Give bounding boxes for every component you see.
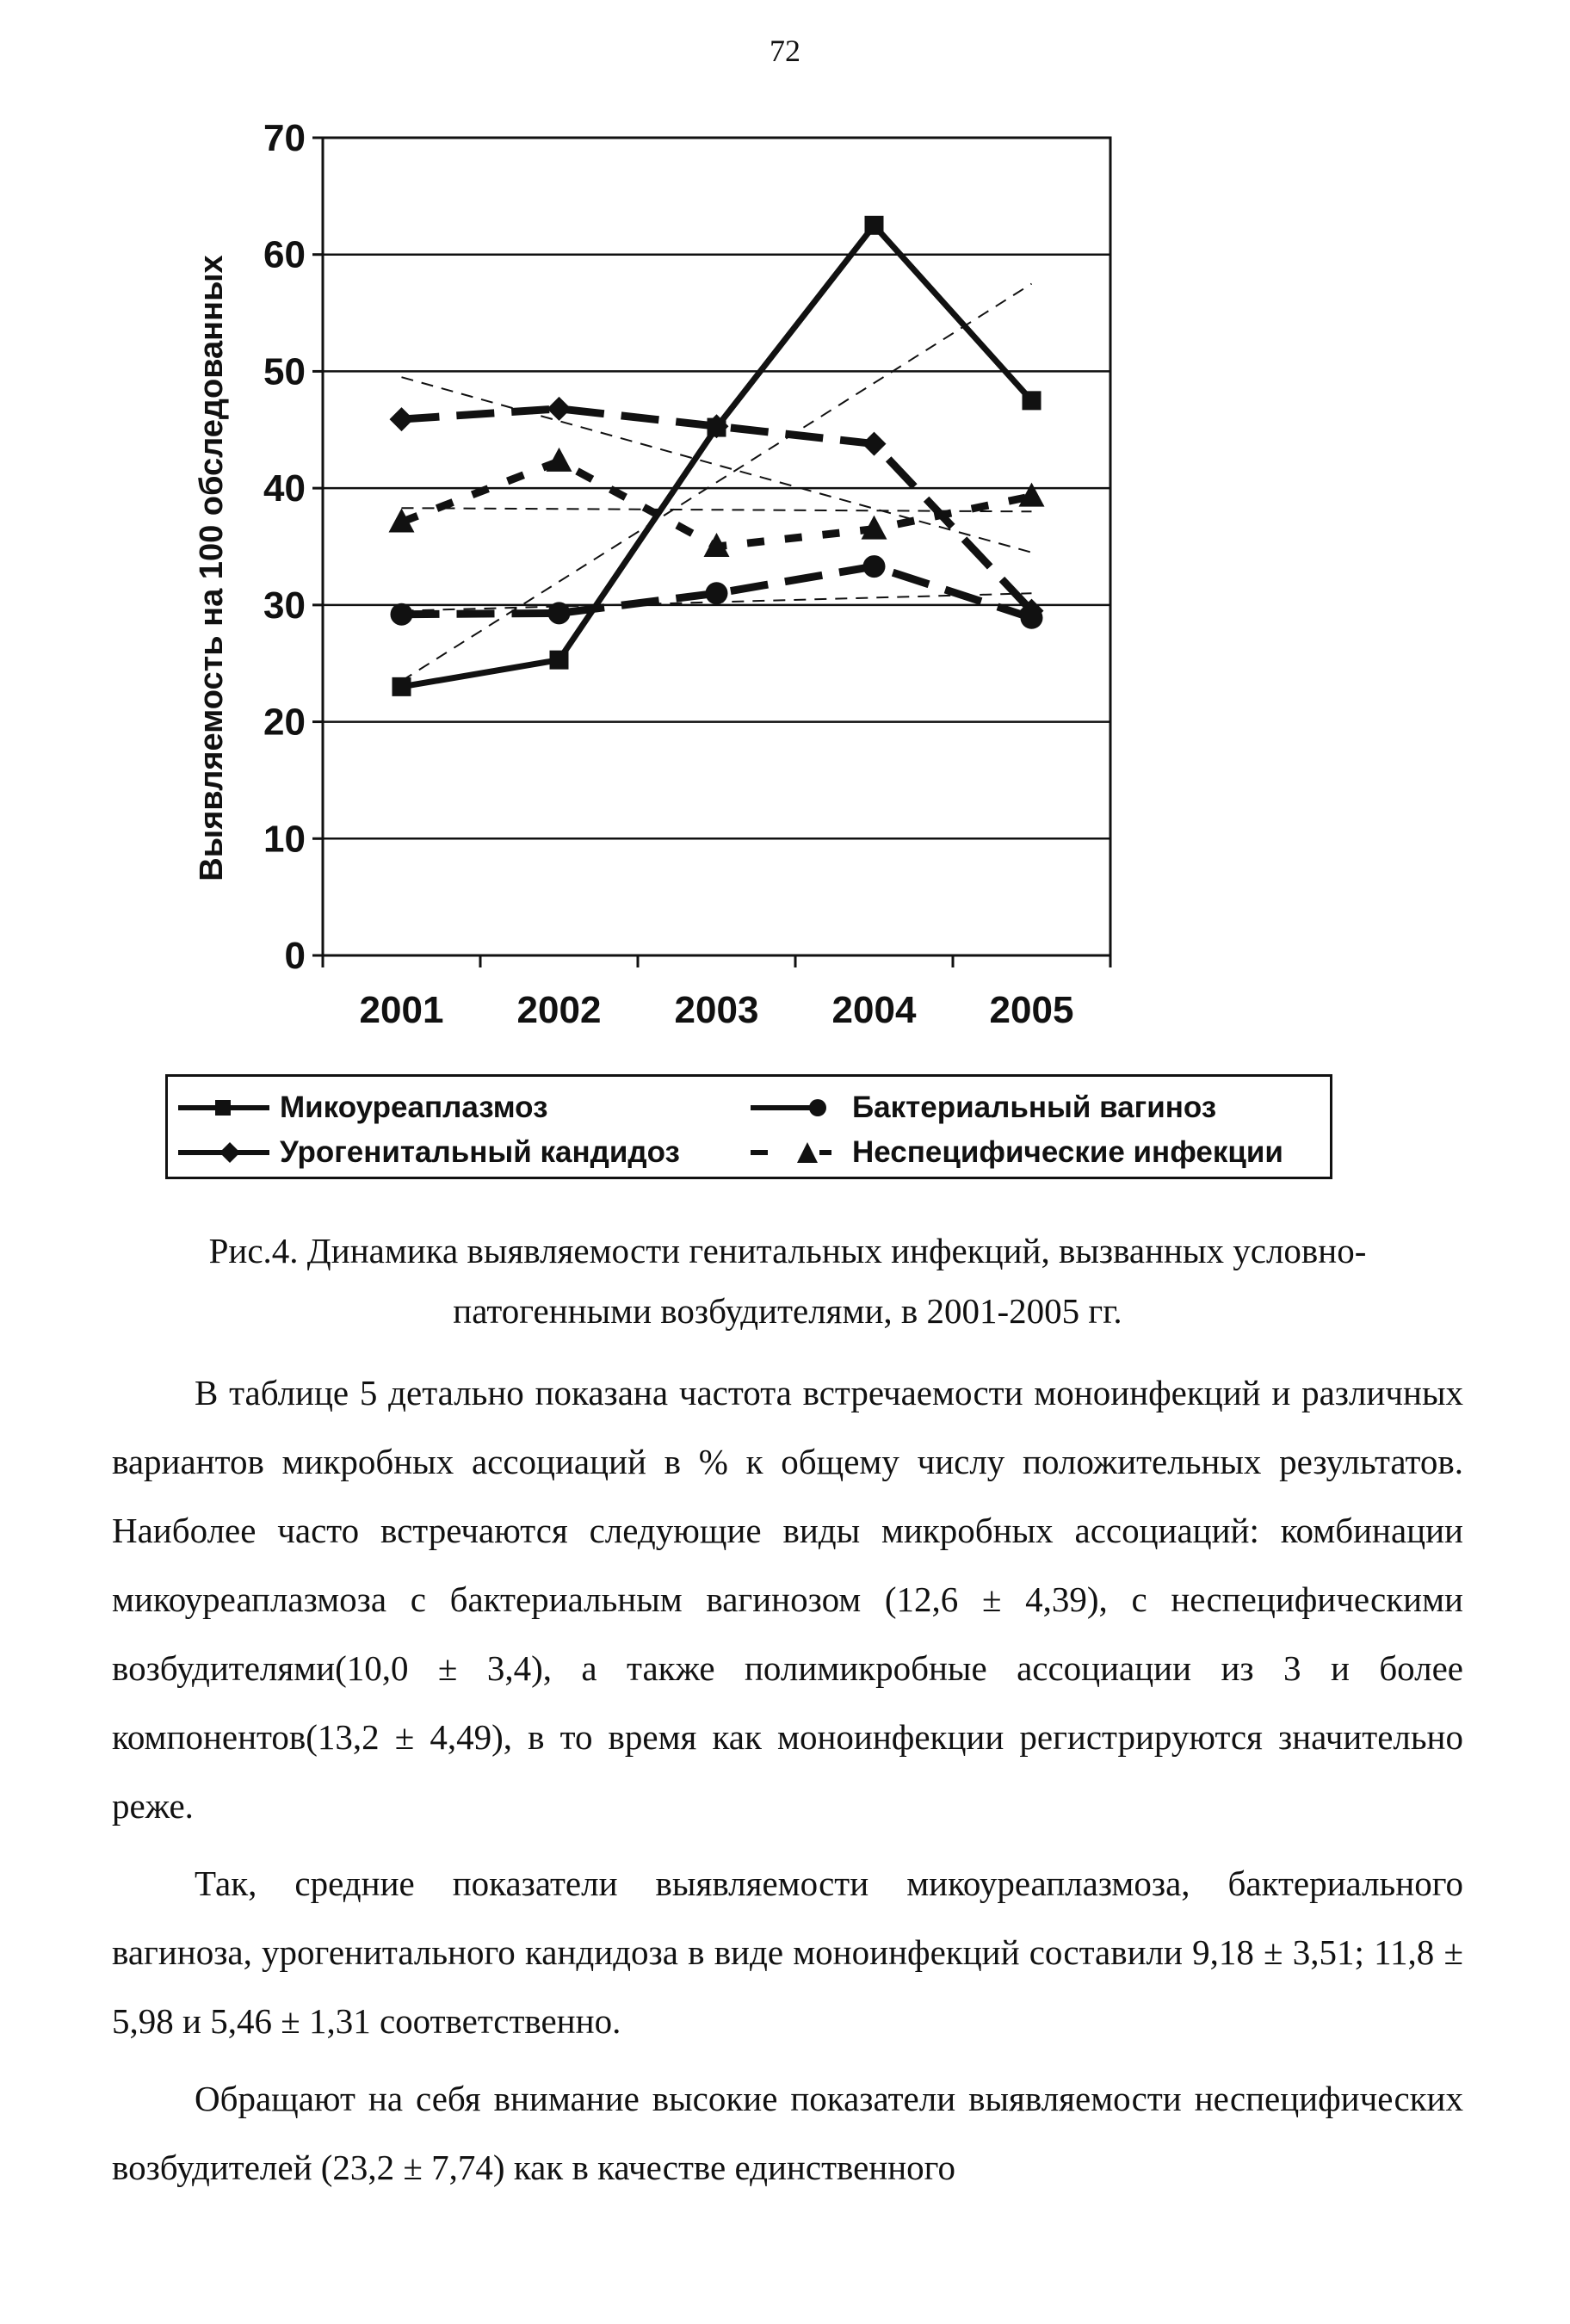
legend-item-urogenital-candidiasis — [176, 1134, 680, 1171]
series-line — [402, 226, 1032, 687]
y-tick-label: 70 — [263, 117, 306, 159]
paragraph: В таблице 5 детально показана частота встречаемости моноинфекций и различных вариантов микробных ассоциаций в % к общему числу положительных результатов. Наиболее часто встречаются следующие виды микробных ассоциаций: комбинации микоуреаплазмоза с бактериальным вагинозом (12,6 ± 4,39), с неспецифическими возбудителями(10,0 ± 3,4), а также полимикробные ассоциации из 3 и более компонентов(13,2 ± 4,49), в то время как моноинфекции регистрируются значительно реже. — [112, 1373, 1463, 1826]
page-number: 72 — [770, 34, 800, 68]
dashed-circle-line-icon — [749, 1095, 844, 1121]
data-point-circle — [863, 555, 886, 578]
legend-label: Урогенитальный кандидоз — [280, 1135, 680, 1169]
caption-line-1: Рис.4. Динамика выявляемости генитальных инфекций, вызванных условно- — [208, 1231, 1367, 1270]
data-point-triangle — [547, 448, 572, 472]
x-tick-label: 2004 — [831, 989, 917, 1031]
x-tick-label: 2002 — [516, 989, 602, 1031]
x-tick-label: 2005 — [989, 989, 1074, 1031]
chart-legend — [165, 1074, 1332, 1179]
data-point-square — [392, 677, 411, 696]
body-text — [112, 1358, 1463, 2210]
data-point-circle — [548, 602, 571, 624]
y-tick-label: 20 — [263, 701, 306, 744]
y-tick-label: 50 — [263, 350, 306, 393]
data-point-circle — [391, 603, 413, 626]
line-chart — [0, 0, 1570, 1067]
legend-label: Неспецифические инфекции — [852, 1135, 1283, 1169]
data-point-square — [1023, 391, 1042, 410]
y-tick-label: 10 — [263, 818, 306, 861]
legend-item-bacterial-vaginosis — [749, 1089, 1216, 1127]
paragraph: Обращают на себя внимание высокие показатели выявляемости неспецифических возбудителей (23,2 ± 7,74) как в качестве единственного — [112, 2079, 1463, 2187]
x-tick-label: 2001 — [359, 989, 444, 1031]
y-tick-label: 40 — [263, 467, 306, 510]
legend-label: Бактериальный вагиноз — [852, 1091, 1217, 1124]
trend-line — [402, 284, 1032, 681]
trend-line — [402, 377, 1032, 553]
x-tick-label: 2003 — [674, 989, 759, 1031]
data-point-diamond — [862, 432, 887, 456]
paragraph: Так, средние показатели выявляемости микоуреаплазмоза, бактериального вагиноза, урогенитального кандидоза в виде моноинфекций составили 9,18 ± 3,51; 11,8 ± 5,98 и 5,46 ± 1,31 соответственно. — [112, 1864, 1463, 2041]
y-tick-label: 30 — [263, 584, 306, 627]
data-point-diamond — [390, 407, 414, 431]
legend-item-mycoureaplasmosis — [176, 1089, 548, 1127]
caption-line-2: патогенными возбудителями, в 2001-2005 гг. — [453, 1291, 1122, 1331]
y-tick-label: 0 — [284, 935, 306, 977]
solid-square-line-icon — [176, 1095, 271, 1121]
data-point-square — [550, 651, 569, 670]
legend-label: Микоуреаплазмоз — [280, 1091, 548, 1124]
data-point-diamond — [547, 397, 572, 421]
y-tick-label: 60 — [263, 233, 306, 276]
y-axis-label: Выявляемость на 100 обследованных — [194, 255, 230, 881]
dashed-diamond-line-icon — [176, 1140, 271, 1165]
figure-caption — [112, 1221, 1463, 1341]
data-point-circle — [706, 582, 728, 604]
data-point-square — [865, 216, 884, 235]
dotted-triangle-line-icon — [749, 1140, 844, 1165]
legend-item-nonspecific-infections — [749, 1134, 1283, 1171]
